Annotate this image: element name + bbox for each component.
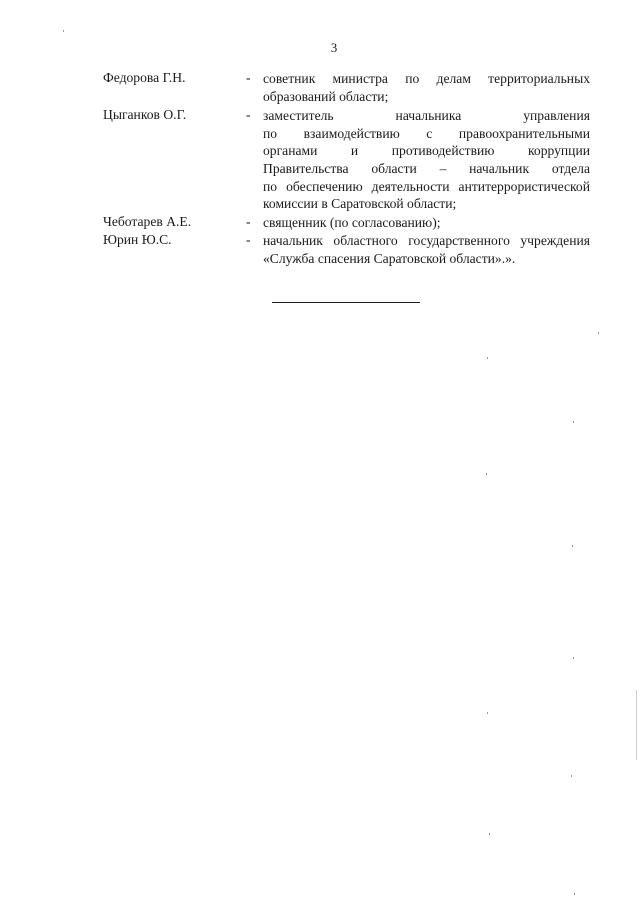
position-line: по обеспечению деятельности антитеррористической	[263, 178, 590, 194]
member-dash: -	[246, 214, 251, 229]
scan-speck	[486, 473, 487, 475]
position-line: органами и противодействию коррупции	[263, 143, 590, 159]
position-line: священник (по согласованию);	[263, 215, 441, 230]
position-line: заместитель начальника управления	[263, 108, 590, 123]
member-name: Цыганков О.Г.	[103, 107, 187, 122]
member-position	[263, 232, 590, 267]
member-dash: -	[246, 232, 251, 247]
member-name: Чеботарев А.Е.	[103, 214, 192, 229]
scan-speck	[63, 30, 64, 32]
member-name: Юрин Ю.С.	[103, 232, 172, 247]
position-line: советник министра по делам территориальных	[263, 71, 590, 86]
scan-speck	[487, 357, 488, 359]
position-line: «Служба спасения Саратовской области».».	[263, 250, 516, 266]
scan-speck	[571, 775, 572, 777]
scan-speck	[572, 545, 573, 547]
page-number: 3	[330, 40, 338, 55]
member-position	[263, 214, 590, 232]
position-line: образований области;	[263, 88, 389, 104]
scan-speck	[489, 833, 490, 835]
scan-speck	[598, 332, 599, 334]
closing-rule	[272, 302, 420, 303]
member-dash: -	[246, 107, 251, 122]
scan-speck	[487, 712, 488, 714]
member-position	[263, 107, 590, 213]
scan-speck	[574, 893, 575, 895]
position-line: Правительства области – начальник отдела	[263, 161, 590, 177]
scan-speck	[573, 421, 574, 423]
member-dash: -	[246, 70, 251, 85]
position-line: по взаимодействию с правоохранительными	[263, 125, 590, 141]
member-name: Федорова Г.Н.	[103, 70, 186, 85]
position-line: комиссии в Саратовской области;	[263, 196, 457, 212]
scan-edge-line	[636, 690, 637, 760]
scan-speck	[573, 657, 574, 659]
position-line: начальник областного государственного учреждения	[263, 233, 590, 248]
member-position	[263, 70, 590, 105]
